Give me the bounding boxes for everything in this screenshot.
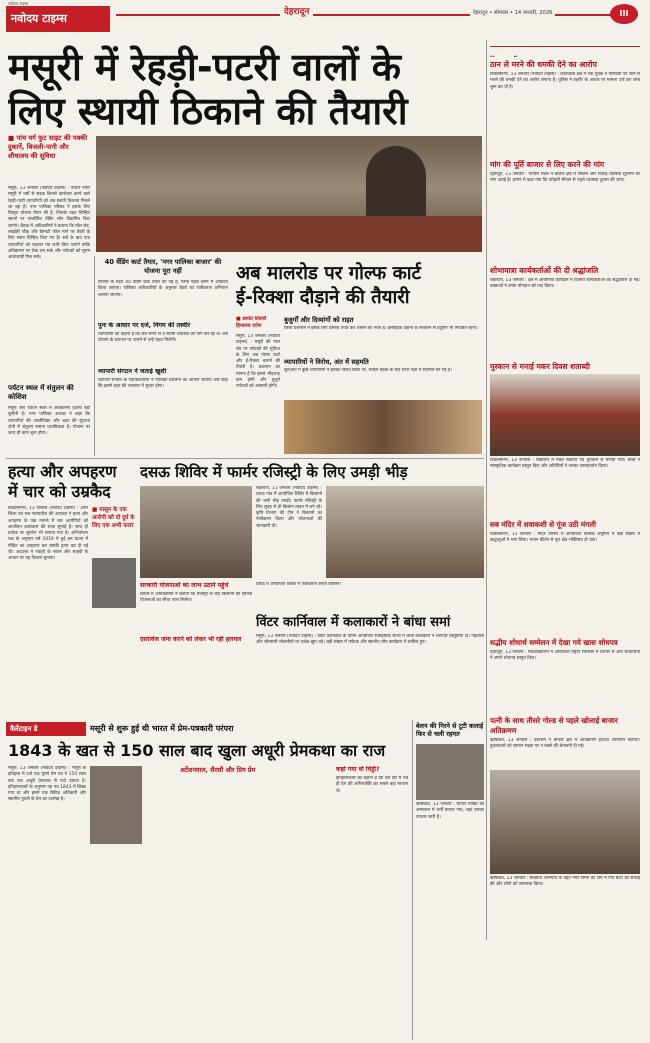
bottom-side-body: ऋषिकेश, 13 जनवरी : घायल व्यक्ति को अस्पताल में भर्ती कराया गया, जहां उसका उपचार जारी है। [416,802,484,820]
bottom-headline: 1843 के खत से 150 साल बाद खुला अधूरी प्रेमकथा का राज [8,741,386,760]
right-body-1: विकासनगर, 13 जनवरी (नवोदय टाइम्स) : कोतवाली क्षेत्र में एक युवक ने परिचितों पर जान से मारने की धमकी देने का आरोप लगाया है। पुलिस ने तहरीर के आधार पर मामला दर्ज कर जांच शुरू कर दी है। [490,72,640,90]
golf-body: मसूरी, 13 जनवरी (नवोदय टाइम्स) : मसूरी की माल रोड पर पर्यटकों की सुविधा के लिए अब गोल्फ कार्ट और ई-रिक्शा चलाने की तैयारी है। प्रशासन का मानना है कि इससे भीड़भाड़ कम होगी और बुजुर्ग पर्यटकों को आसानी होगी। [236,334,280,390]
right-body-5: विकासनगर, 13 जनवरी : मंदिर परिसर में आयोजित धार्मिक अनुष्ठान में बड़ी संख्या में श्रद्धालुओं ने भाग लिया। भजन कीर्तन से पूरा क्षेत्र भक्तिमय हो उठा। [490,532,640,544]
bottom-box-body: इतिहासकारों का कहना है कि उस दौर में पत्र ही प्रेम की अभिव्यक्ति का सबसे बड़ा माध्यम थे। [336,776,408,794]
edition-small-label: नवोदय टाइम्स [8,1,29,6]
farmer-headline: दसऊ शिविर में फार्मर रजिस्ट्री के लिए उमड़ी भीड़ [140,463,408,481]
farmer-subhead-body: शिविर में अधिकारियों ने बताया कि रजिस्ट्री के बाद किसानों को विभिन्न योजनाओं का सीधा लाभ मिलेगा। [140,592,252,604]
center-story-body: योजना के तहत 40 वेंडिंग कार्ट तैयार की गई हैं, जिन्हें पहले चरण में आवंटित किया जाएगा। पालिका अधिकारियों के अनुसार वेंडरों का पंजीकरण अभियान चलाया जाएगा। [98,280,228,298]
right-body-3: चकराता, 13 जनवरी : क्षेत्र में आयोजित कार्यक्रम में दिवंगत कार्यकर्ताओं को श्रद्धांजलि दी गई। वक्ताओं ने उनके योगदान को याद किया। [490,278,640,290]
page-number: III [610,4,638,24]
right-column-tag-label-2 [513,56,521,57]
section-name: देहरादून [280,4,313,17]
farmer-photo-2 [326,486,484,578]
golf-subhead-1: बुजुर्गों और दिव्यांगों को राहत [284,316,354,324]
photo-table [96,216,482,252]
bottom-tag-title: मसूरी से शुरू हुई थी भारत में प्रेम-पत्रकारी परंपरा [90,724,234,733]
farmer-subhead-2: दस्तावेज जमा करने को लेकर भी रही हलचल [140,636,242,643]
right-headline-1: ठान ले मरने की धमकी देने का आरोप [490,60,597,69]
lead-body: मसूरी, 13 जनवरी (नवोदय टाइम्स) : पर्यटन नगरी मसूरी में वर्षों से सड़क किनारे कारोबार करने वाले रेहड़ी-पटरी व्यापारियों को अब स्थायी ठिकाना मिलने जा रहा है। नगर पालिका परिषद ने इसके लिए विस्तृत योजना तैयार की है, जिसके तहत चिन्हित स्थानों पर व्यवस्थित वेंडिंग जोन विकसित किए जाएंगे। बैठक में अधिकारियों ने बताया कि मॉल रोड, लाइब्रेरी चौक और कैम्पटी फॉल मार्ग पर वेंडरों के लिए स्थान चिन्हित किए गए हैं। सर्वे के बाद पात्र व्यापारियों को पहचान पत्र जारी किए जाएंगे ताकि अतिक्रमण पर रोक लग सके और पर्यटकों को सुगम आवाजाही मिल सके। [8,186,90,261]
golf-headline-line2: ई-रिक्शा दौड़ाने की तैयारी [236,287,410,308]
right-column-divider [486,40,487,940]
right-photo-caption: विकासनगर, 13 जनवरी : विद्यालय में मकर संक्रांति पर्व धूमधाम से मनाया गया। छात्रों ने सांस्कृतिक कार्यक्रम प्रस्तुत किए और अतिथियों ने उनका उत्साहवर्धन किया। [490,458,640,470]
winter-body: मसूरी, 13 जनवरी (नवोदय टाइम्स) : विंटर कार्निवाल के दौरान आयोजित सांस्कृतिक संध्या में लोक कलाकारों ने शानदार प्रस्तुतियां दीं। गढ़वाली और जौनसारी लोकगीतों पर दर्शक झूम उठे। बड़ी संख्या में पर्यटक और स्थानीय लोग कार्यक्रम में शामिल हुए। [256,634,484,646]
header-rule [116,14,638,16]
center-story-subhead: पुनः के आधार पर दर्ज, निगम की तस्वीर [98,322,191,329]
right-headline-7: पत्नी के साथ तीसरे गोल्ड से पहले खोलाई बाजार अतिक्रमण [490,716,618,735]
right-column-tag [490,46,640,57]
right-column-tag-label [490,56,505,57]
golf-subhead-2-body: शुरुआत में कुछ व्यापारियों ने इसका विरोध किया था, लेकिन बैठक के बाद सभी पक्षों में सहमति बन गई है। [284,368,452,373]
bottom-column-divider [412,720,413,1040]
right-headline-3: शोभायात्रा कार्यकर्ताओं की दी श्रद्धांजलि [490,266,599,275]
farmer-subhead: सरकारी योजनाओं का लाभ उठाने पहुंचे [140,582,229,589]
lead-subhead: पर्यटन स्थल में संतुलन की कोशिश [8,384,74,401]
center-story-subhead-2: व्यापारी संगठन ने जताई खुशी [98,368,167,375]
right-body-2: देहरादून, 13 जनवरी : व्यापार मंडल ने बाजार क्षेत्र में पार्किंग और सफाई व्यवस्था सुधारने की मांग उठाई है। ज्ञापन में कहा गया कि त्योहारी सीजन से पहले व्यवस्था दुरुस्त की जाए। [490,172,640,184]
column-divider [94,256,95,456]
bottom-subhead: अटेंशनवाल, सैरसौं और प्रिय प्रेम [180,766,256,774]
right-headline-5: सब मंदिर में शवाकशी से गूंज उठी मंगली [490,520,597,529]
lead-photo [96,136,482,252]
golf-subhead-2: व्यापारियों ने विरोध, अंत में सहमति [284,358,369,366]
winter-headline: विंटर कार्निवाल में कलाकारों ने बांधा समां [256,615,451,630]
bottom-tag: वैलेंटाइन डे [6,722,86,736]
farmer-photo-caption: दसऊ में आयोजित शिविर में पंजीकरण कराते किसान। [256,582,342,587]
bottom-side-title: बेलन की गिरने से टूटी कलाई फिर से चली रहमत [416,722,484,738]
issue-date: देहरादून • सोमवार • 14 जनवरी, 2026 [470,8,555,16]
bottom-portrait [90,766,142,844]
center-story-subhead-2-body: व्यापारी संगठन के पदाधिकारियों ने पालिका प्रशासन का आभार जताया और कहा कि इससे शहर की व्यवस्था में सुधार होगा। [98,378,228,390]
right-photo [490,374,640,456]
murder-body: विकासनगर, 13 जनवरी (नवोदय टाइम्स) : अपर जिला एवं सत्र न्यायाधीश की अदालत ने हत्या और अपहरण के एक मामले में चार आरोपियों को आजीवन कारावास की सजा सुनाई है। साथ ही प्रत्येक पर जुर्माना भी लगाया गया है। अभियोजन पक्ष के अनुसार वर्ष 2019 में हुई इस घटना में पीड़ित का अपहरण कर उसकी हत्या कर दी गई थी। अदालत ने गवाहों के बयान और साक्ष्यों के आधार पर यह फैसला सुनाया। [8,506,88,562]
right-headline-6: सद्भीय शोधार्थ सम्मेलन में देखा गये खास शोधपत्र [490,638,618,647]
right-headline-2: मांग की पूर्ति बाजार से लिए करने की मांग [490,160,605,169]
right-bottom-caption: ऋषिकेश, 13 जनवरी : स्वच्छता अभियान के तहत नगर निगम की टीम ने गंगा घाटों की सफाई की और लोगों को जागरूक किया। [490,876,640,888]
murder-highlight: ■ मासूम के एक आरोपी को दो दुर्घ के लिए एक अभी फरार [92,507,135,529]
bottom-box-title: कहां गया वो चिट्ठी? [336,766,380,773]
right-headline-4: मुस्कान से मनाई मकर दिवस शताब्दी [490,362,590,371]
murder-headline-line1: हत्या और अपहरण [8,462,117,481]
right-body-6: देहरादून, 13 जनवरी : विश्वविद्यालय में आयोजित राष्ट्रीय सम्मेलन में देशभर से आए शोधार्थियों ने अपने शोधपत्र प्रस्तुत किए। [490,650,640,662]
photo-person [366,146,426,226]
golf-headline-line1: अब मालरोड पर गोल्फ कार्ट [236,263,421,284]
section-divider [6,458,484,459]
center-story-subhead-body: व्यापारियों का कहना है कि लंबे समय से वे स्थायी व्यवस्था की मांग कर रहे थे। अब योजना के धरातल पर उतरने से उन्हें राहत मिलेगी। [98,332,228,344]
farmer-photo-1 [140,486,252,578]
bottom-side-photo [416,744,484,800]
masthead-brand: नवोदय टाइम्स [6,6,110,32]
right-bottom-photo [490,770,640,874]
lead-headline-line1: मसूरी में रेहड़ी-पटरी वालों के [8,45,401,89]
lead-highlight: ■ पांच वर्ग फुट साइट की पक्की दुकानें, बिजली-पानी और शौचालय की सुविधा [8,134,88,160]
lead-subhead-body: मसूरी जैसे पर्यटन स्थल में अतिक्रमण हटाना बड़ी चुनौती है। नगर पालिका अध्यक्ष ने कहा कि व्यापारियों की आजीविका और शहर की सुंदरता दोनों में संतुलन बनाना प्राथमिकता है। योजना पर जल्द ही काम शुरू होगा। [8,406,90,437]
murder-photo [92,558,136,608]
bottom-body: मसूरी, 13 जनवरी (नवोदय टाइम्स) : मसूरी के इतिहास में दर्ज एक पुराने प्रेम पत्र ने 150 साल बाद एक अधूरी प्रेमकथा से पर्दा उठाया है। इतिहासकारों के अनुसार यह पत्र 1843 में लिखा गया था और इसमें एक ब्रिटिश अधिकारी और स्थानीय युवती के प्रेम का उल्लेख है। [8,766,86,803]
lead-headline-line2: लिए स्थायी ठिकाने की तैयारी [8,89,408,133]
murder-headline-line2: में चार को उम्रकैद [8,482,111,501]
golf-subhead-1-body: जिला प्रशासन ने इसके लिए प्रस्ताव तैयार कर शासन को भेजा है। इलेक्ट्रिक वाहनों के संचालन से प्रदूषण भी नियंत्रित रहेगा। [284,326,478,331]
farmer-body: चकराता, 13 जनवरी (नवोदय टाइम्स) : दसऊ गांव में आयोजित शिविर में किसानों की भारी भीड़ उमड़ी। फार्मर रजिस्ट्री के लिए सुबह से ही किसान लाइन में लगे रहे। कृषि विभाग की टीम ने किसानों का पंजीकरण किया और योजनाओं की जानकारी दी। [256,486,322,529]
golf-photo [284,400,482,454]
golf-byline: ■ प्रशांत तिवारी हिमालय दर्पण [236,316,267,329]
center-story-headline: 40 वेंडिंग कार्ट तैयार, 'नगर पालिका बाजार' की योजना पूरा नहीं [104,258,222,275]
right-body-7: ऋषिकेश, 13 जनवरी : प्रशासन ने बाजार क्षेत्र में अतिक्रमण हटाओ अभियान चलाया। दुकानदारों को सामान सड़क पर न रखने की चेतावनी दी गई। [490,738,640,750]
